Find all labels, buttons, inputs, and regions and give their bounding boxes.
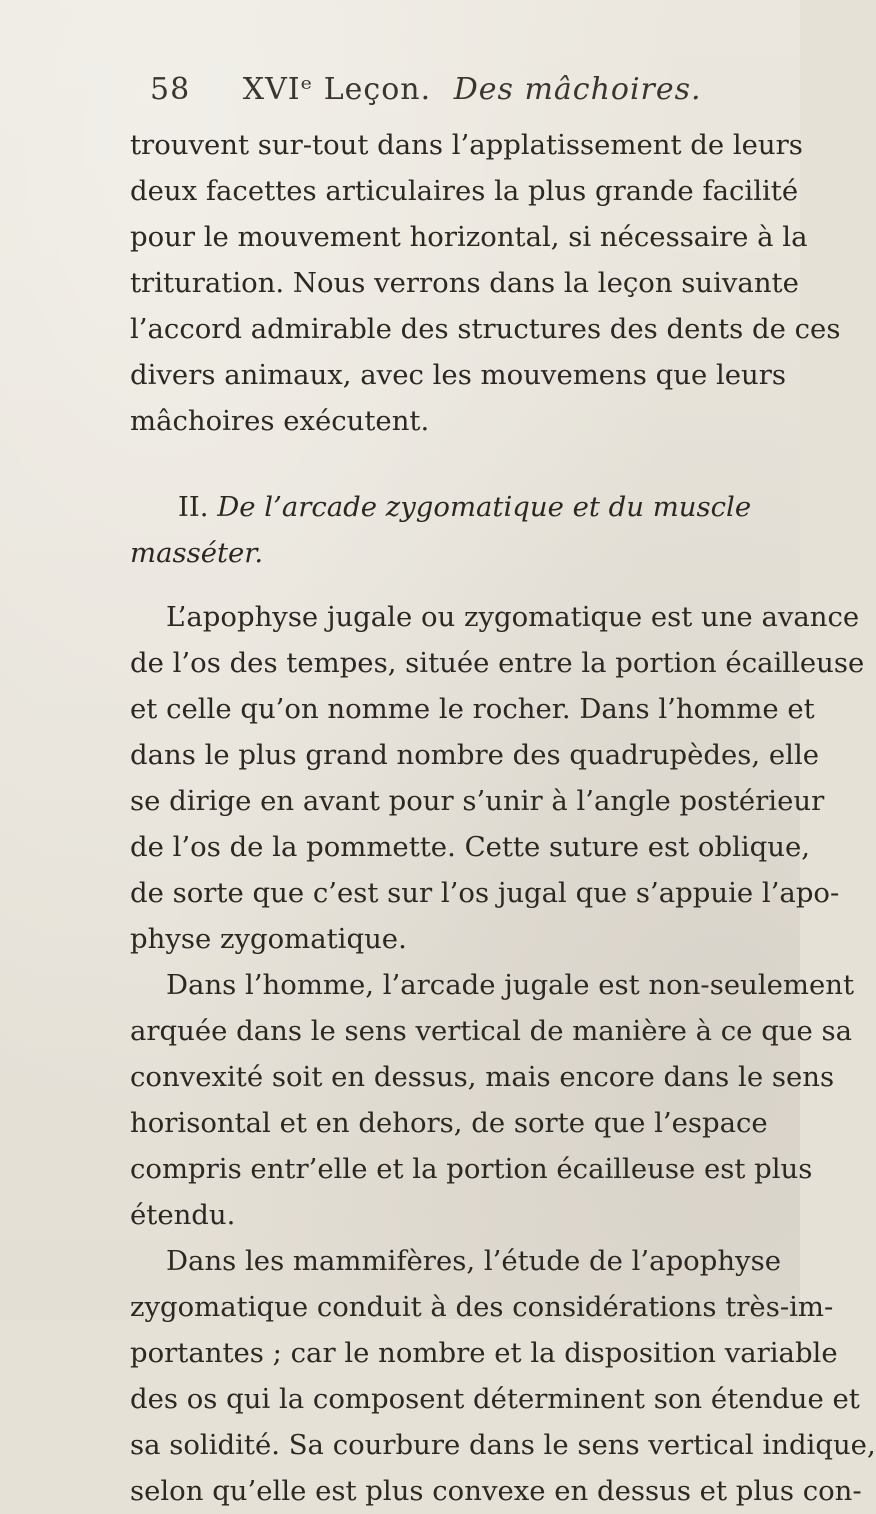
text-line: étendu. [130,1199,236,1231]
text-line: deux facettes articulaires la plus grande facilité [130,175,799,207]
chapter-title: Des mâchoires. [453,72,702,107]
text-line: et celle qu’on nomme le rocher. Dans l’homme et [130,693,815,725]
text-line: divers animaux, avec les mouvemens que leurs [130,359,786,391]
text-line: mâchoires exécutent. [130,405,430,437]
paragraph-3 [130,962,854,1238]
text-line: arquée dans le sens vertical de manière à ce que sa [130,1015,853,1047]
text-line: se dirige en avant pour s’unir à l’angle postérieur [130,785,825,817]
text-line: compris entr’elle et la portion écailleuse est plus [130,1153,813,1185]
text-line: physe zygomatique. [130,923,407,955]
section-title-line-2: masséter. [130,537,264,569]
text-line: pour le mouvement horizontal, si nécessaire à la [130,221,808,253]
text-line: portantes ; car le nombre et la disposition variable [130,1337,838,1369]
section-title-line-1: De l’arcade zygomatique et du muscle [217,491,752,523]
text-line: Dans l’homme, l’arcade jugale est non-seulement [166,969,854,1001]
text-line: de l’os des tempes, située entre la portion écailleuse [130,647,865,679]
text-line: selon qu’elle est plus convexe en dessus et plus con- [130,1475,862,1507]
text-line: dans le plus grand nombre des quadrupèdes, elle [130,739,820,771]
lecon-number: XVIᵉ Leçon. [242,72,432,107]
text-line: des os qui la composent déterminent son étendue et [130,1383,860,1415]
text-line: de l’os de la pommette. Cette suture est oblique, [130,831,811,863]
body-text [130,122,876,1514]
running-head [150,72,702,107]
text-line: trouvent sur-tout dans l’applatissement de leurs [130,129,803,161]
paragraph-2 [130,594,865,962]
text-line: horisontal et en dehors, de sorte que l’espace [130,1107,768,1139]
page-number: 58 [150,72,191,107]
section-heading [130,484,780,576]
text-line: Dans les mammifères, l’étude de l’apophyse [166,1245,781,1277]
text-line: convexité soit en dessus, mais encore dans le sens [130,1061,835,1093]
text-line: zygomatique conduit à des considérations très-im- [130,1291,834,1323]
text-line: l’accord admirable des structures des dents de ces [130,313,841,345]
section-number: II. [178,491,209,523]
text-line: sa solidité. Sa courbure dans le sens vertical indique, [130,1429,876,1461]
text-line: de sorte que c’est sur l’os jugal que s’appuie l’apo- [130,877,840,909]
paragraph-1 [130,122,841,444]
text-line: L’apophyse jugale ou zygomatique est une avance [166,601,860,633]
paragraph-4 [130,1238,876,1514]
text-line: trituration. Nous verrons dans la leçon suivante [130,267,799,299]
